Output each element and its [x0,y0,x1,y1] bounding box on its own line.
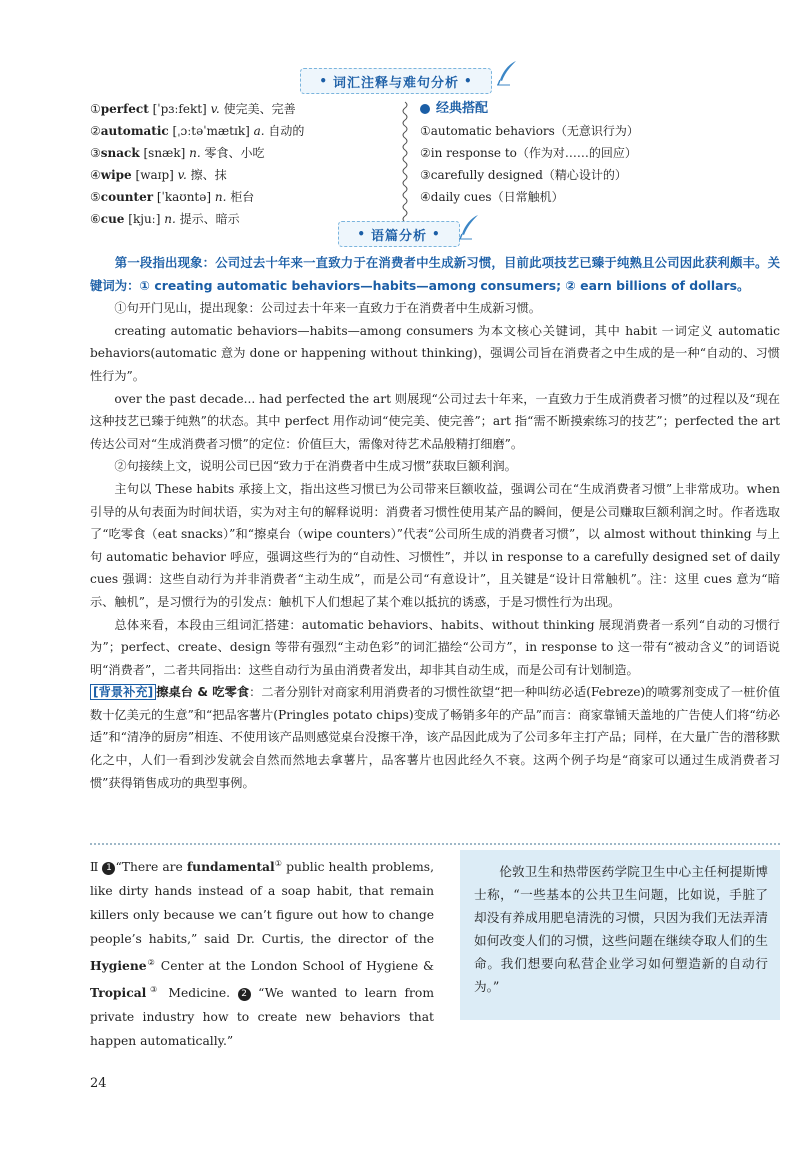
analysis-section-banner: • 语篇分析 • [338,221,460,247]
analysis-body [90,252,780,794]
background-tag: [背景补充] [90,684,156,700]
analysis-lead: 第一段指出现象：公司过去十年来一直致力于在消费者中生成新习惯，目前此项技艺已臻于纯熟且公司因此获利颇丰。关键词为：① creating automatic behaviors—habits—among consumers; ② earn billions of dollars。 [90,255,780,293]
vocab-list [90,98,410,230]
quill-pen-icon [496,60,518,86]
section-divider [90,843,780,845]
collocation-item: ④daily cues（日常触机） [420,190,564,204]
analysis-paragraph: ①句开门见山，提出现象：公司过去十年来一直致力于在消费者中生成新习惯。 [114,301,541,316]
collocation-item: ②in response to（作为对……的回应） [420,146,637,160]
vocab-item: ⑥cue [kjuː] n. 提示、暗示 [90,212,240,226]
vocab-item: ②automatic [ˌɔːtəˈmætɪk] a. 自动的 [90,124,305,138]
vocab-item: ④wipe [waɪp] v. 擦、抹 [90,168,227,182]
passage-text: Ⅱ 1 “There are fundamental① public health problems, like dirty hands instead of a soap habit, that remain killers only because we can’t figure out how to change people’s habits,” said Dr. Curtis, the director of the Hygiene② Center at the London School of Hygiene & Tropical③ Medicine. 2 “We wanted to learn from private industry how to create new behaviors that happen automatically.” [90,859,434,1049]
analysis-paragraph: creating automatic behaviors—habits—among consumers 为本文核心关键词，其中 habit 一词定义 automatic behaviors(automatic 意为 done or happening without thinking)，强调公司旨在消费者之中生成的是一种“自动的、习惯性行为”。 [90,323,780,383]
bullet-icon [420,104,430,114]
background-note [90,681,780,794]
translation-box: 伦敦卫生和热带医药学院卫生中心主任柯提斯博士称，“一些基本的公共卫生问题，比如说，手脏了却没有养成用肥皂清洗的习惯，只因为我们无法弄清如何改变人们的习惯，这些问题在继续夺取人们的生命。我们想要向私营企业学习如何塑造新的自动行为。” [460,850,780,1020]
collocation-heading: 经典搭配 [420,98,720,120]
glossed-word: Hygiene [90,958,147,974]
analysis-paragraph: over the past decade... had perfected the art 则展现“公司过去十年来，一直致力于生成消费者习惯”的过程以及“现在这种技艺已臻于纯熟”的状态。其中 perfect 用作动词“使完美、使完善”；art 指“需不断摸索练习的技艺”；perfected the art 传达公司对“生成消费者习惯”的定位：价值巨大，需像对待艺术品般精打细磨”。 [90,391,780,451]
sentence-number: 1 [102,862,115,875]
vocab-section-title: 词汇注释与难句分析 [332,75,459,91]
analysis-section-title: 语篇分析 [370,228,427,244]
background-keyword: 擦桌台 & 吃零食 [156,685,250,700]
quill-pen-icon [458,214,480,240]
collocation-item: ③carefully designed（精心设计的） [420,168,627,182]
analysis-paragraph: ②句接续上文，说明公司已因“致力于在消费者中生成习惯”获取巨额利润。 [114,459,517,474]
analysis-paragraph: 总体来看，本段由三组词汇搭建：automatic behaviors、habits、without thinking 展现消费者一系列“自动的习惯行为”；perfect、create、design 等带有强烈“主动色彩”的词汇描绘“公司方”，in response to 这一带有“被动含义”的词语说明“消费者”，二者共同指出：这些自动行为虽由消费者发出，却非其自动生成，而是公司有计划制造。 [90,617,780,677]
collocation-item: ①automatic behaviors（无意识行为） [420,124,639,138]
sentence-number: 2 [238,988,251,1001]
paragraph-number: Ⅱ [90,860,99,875]
spiral-divider [400,100,410,226]
page-number: 24 [90,1076,107,1091]
vocab-section-banner: • 词汇注释与难句分析 • [300,68,492,94]
vocab-item: ⑤counter [ˈkaʊntə] n. 柜台 [90,190,255,204]
analysis-paragraph: 主句以 These habits 承接上文，指出这些习惯已为公司带来巨额收益，强调公司在“生成消费者习惯”上非常成功。when 引导的从句表面为时间状语，实为对主句的解释说明：消费者习惯性使用某产品的瞬间，便是公司赚取巨额利润之时。作者选取了“吃零食（eat snacks）”和“擦桌台（wipe counters）”代表“公司所生成的消费者习惯”，以 almost without thinking 与上句 automatic behavior 呼应，强调这些行为的“自动性、习惯性”，并以 in response to a carefully designed set of daily cues 强调：这些自动行为并非消费者“主动生成”，而是公司“有意设计”，且关键是“设计日常触机”。注：这里 cues 意为“暗示、触机”，是习惯行为的引发点：触机下人们想起了某个难以抵抗的诱惑，于是习惯性行为出现。 [90,481,780,609]
collocation-list [420,98,720,208]
vocab-item: ③snack [snæk] n. 零食、小吃 [90,146,265,160]
background-text: ：二者分别针对商家利用消费者的习惯性欲望“把一种叫纺必适(Febreze)的喷雾剂变成了一桩价值数十亿美元的生意”和“把品客薯片(Pringles potato chips)变成了畅销多年的产品”而言：商家靠铺天盖地的广告使人们将“纺必适”和“清净的厨房”相连、不使用该产品则感觉桌台没擦干净，该产品因此成为了公司多年主打产品；同样，在大量广告的潜移默化之中，人们一看到沙发就会自然而然地去拿薯片，品客薯片也因此经久不衰。这两个例子均是“商家可以通过生成消费者习惯”获得销售成功的典型事例。 [90,685,781,790]
glossed-word: Tropical [90,985,147,1001]
vocab-item: ①perfect [ˈpɜːfekt] v. 使完美、完善 [90,102,296,116]
glossed-word: fundamental [186,859,275,875]
